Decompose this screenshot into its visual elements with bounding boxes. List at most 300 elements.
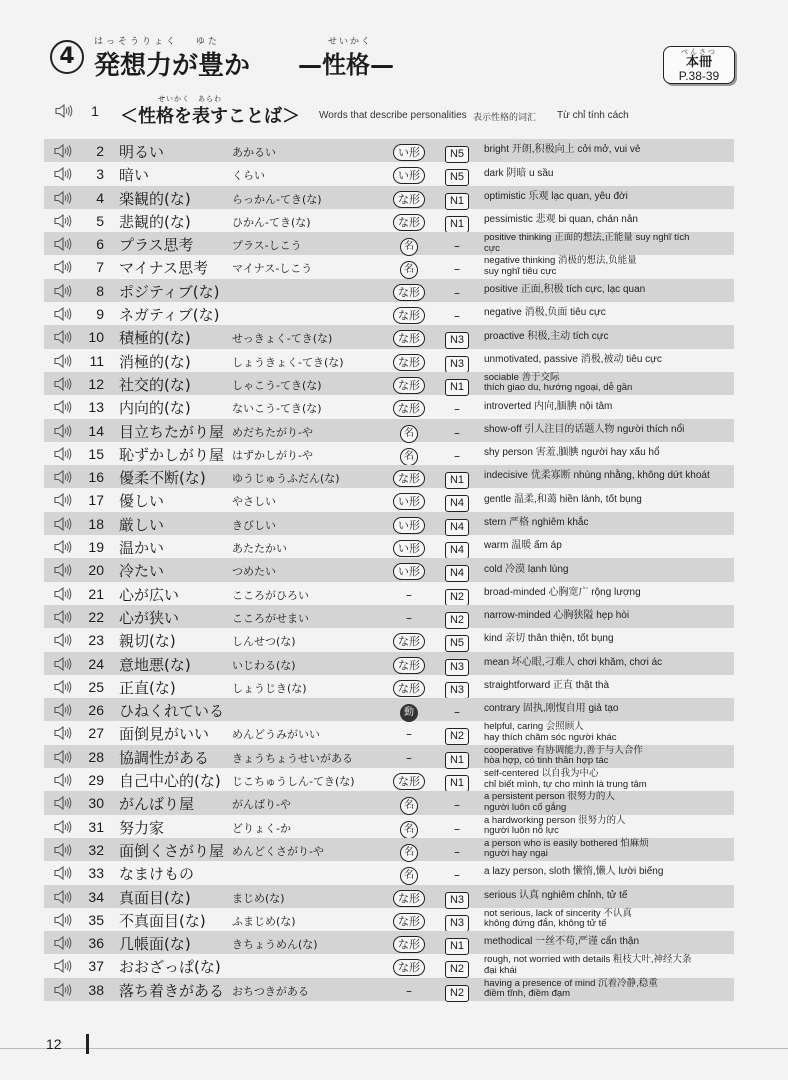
jlpt-level-none: – [454, 798, 460, 813]
jlpt-level [444, 631, 470, 648]
vocab-reading: ゆうじゅうふだん(な) [232, 472, 340, 486]
translations [484, 558, 734, 581]
jlpt-level [444, 258, 470, 275]
vocab-row [44, 954, 734, 977]
translation-line-1: broad-minded 心胸宽广 rộng lượng [484, 586, 641, 598]
lesson-subtitle-block [298, 34, 394, 80]
jlpt-level [444, 678, 470, 695]
vocab-row [44, 349, 734, 372]
jlpt-level-none: – [454, 868, 460, 883]
part-of-speech-badge: 名 [400, 238, 418, 256]
vocab-word: 面倒くさがり屋 [119, 841, 225, 860]
vocab-word: 面倒見がいい [119, 725, 210, 744]
jlpt-level [444, 911, 470, 928]
vocab-number: 13 [88, 399, 104, 416]
vocab-word: 温かい [119, 539, 165, 558]
part-of-speech-badge: 名 [400, 867, 418, 885]
vocab-number: 24 [88, 655, 104, 672]
vocab-number: 28 [88, 748, 104, 765]
vocab-reading: しんせつ(な) [232, 635, 296, 649]
vocab-word: 恥ずかしがり屋 [119, 445, 225, 464]
speaker-icon[interactable] [54, 958, 72, 977]
translation-line-2: cực [484, 242, 500, 254]
translation-line-1: narrow-minded 心胸狭隘 hẹp hòi [484, 610, 630, 622]
vocab-word: 努力家 [119, 818, 165, 837]
speaker-icon[interactable] [54, 236, 72, 255]
vocab-number: 4 [96, 189, 104, 206]
jlpt-level [444, 468, 470, 485]
jlpt-level-badge: N5 [445, 169, 469, 186]
vocab-number: 14 [88, 422, 104, 439]
part-of-speech-none: – [406, 750, 412, 765]
vocab-word: 親切(な) [119, 632, 176, 651]
part-of-speech-badge: 名 [400, 821, 418, 839]
translation-line-1: negative thinking 消极的想法,负能量 [484, 255, 637, 267]
vocab-row [44, 838, 734, 861]
speaker-icon[interactable] [54, 562, 72, 581]
vocab-reading: まじめ(な) [232, 891, 285, 905]
jlpt-level [444, 561, 470, 578]
part-of-speech [393, 700, 425, 719]
vocab-reading: つめたい [232, 565, 276, 579]
speaker-icon[interactable] [54, 656, 72, 675]
jlpt-level [444, 957, 470, 974]
jlpt-level [444, 608, 470, 625]
translations [484, 838, 734, 861]
jlpt-level-badge: N2 [445, 612, 469, 629]
vocab-number: 6 [96, 236, 104, 253]
reference-pages: P.38-39 [678, 69, 720, 83]
vocab-reading: ひかん-てき(な) [232, 215, 311, 229]
vocab-word: がんばり屋 [119, 795, 195, 814]
vocab-word: 悲観的(な) [119, 212, 191, 231]
translation-line-1: methodical 一丝不苟,严谨 cẩn thận [484, 936, 640, 948]
vocab-row [44, 908, 734, 931]
jlpt-level [444, 818, 470, 835]
translation-line-1: a persistent person 很努力的人 [484, 791, 615, 803]
vocab-reading: ふまじめ(な) [232, 914, 296, 928]
lesson-title-furigana: はっそうりょく ゆた [94, 37, 220, 47]
speaker-icon[interactable] [54, 749, 72, 768]
part-of-speech-none: – [406, 983, 412, 998]
speaker-icon[interactable] [54, 679, 72, 698]
vocab-row [44, 395, 734, 418]
jlpt-level-badge: N4 [445, 542, 469, 559]
jlpt-level [444, 328, 470, 345]
speaker-icon[interactable] [54, 889, 72, 908]
vocab-reading: あたたかい [232, 542, 287, 556]
vocab-word: 優柔不断(な) [119, 469, 206, 488]
jlpt-level-badge: N1 [445, 379, 469, 396]
translations [484, 652, 734, 675]
part-of-speech [393, 397, 425, 416]
vocab-number: 12 [88, 375, 104, 392]
vocab-word: 心が狭い [119, 608, 180, 627]
translation-line-1: optimistic 乐观 lạc quan, yêu đời [484, 190, 628, 202]
translations [484, 815, 734, 838]
jlpt-level [444, 305, 470, 322]
vocab-number: 26 [88, 702, 104, 719]
translation-line-1: show-off 引人注目的话题人物 người thích nổi [484, 423, 685, 435]
translation-line-1: positive 正面,积极 tích cực, lạc quan [484, 284, 646, 296]
jlpt-level-badge: N5 [445, 635, 469, 652]
part-of-speech-badge: な形 [393, 959, 425, 976]
vocab-word: 心が広い [119, 585, 180, 604]
part-of-speech-badge: な形 [393, 890, 425, 907]
translations [484, 582, 734, 605]
vocab-row [44, 861, 734, 884]
part-of-speech [393, 654, 425, 673]
translations [484, 325, 734, 348]
speaker-icon[interactable] [54, 819, 72, 838]
jlpt-level-badge: N1 [445, 752, 469, 769]
vocab-word: ポジティブ(な) [119, 282, 220, 301]
speaker-icon[interactable] [54, 329, 72, 348]
speaker-icon[interactable] [54, 376, 72, 395]
vocab-row [44, 558, 734, 581]
footer-divider [0, 1048, 788, 1049]
section-title-vietnamese: Từ chỉ tính cách [557, 110, 629, 121]
vocab-word: なまけもの [119, 865, 195, 884]
vocab-number: 38 [88, 981, 104, 998]
vocab-word: 積極的(な) [119, 329, 191, 348]
vocab-reading: はずかしがり-や [232, 448, 313, 462]
page-number: 12 [46, 1036, 62, 1052]
speaker-icon[interactable] [54, 609, 72, 628]
vocab-number: 32 [88, 841, 104, 858]
page-number-bar [86, 1034, 89, 1054]
translations [484, 512, 734, 535]
translation-line-1: straightforward 正直 thật thà [484, 680, 610, 692]
part-of-speech [393, 281, 425, 300]
jlpt-level-badge: N3 [445, 659, 469, 676]
vocab-number: 19 [88, 539, 104, 556]
part-of-speech [393, 980, 425, 999]
section-title-english: Words that describe personalities [319, 110, 467, 121]
speaker-icon[interactable] [54, 982, 72, 1001]
vocab-reading: めんどくさがり-や [232, 844, 324, 858]
section-title-block [120, 94, 300, 128]
jlpt-level [444, 771, 470, 788]
vocab-number: 35 [88, 911, 104, 928]
jlpt-level [444, 538, 470, 555]
translation-line-1: contrary 固执,刚愎自用 giả tạo [484, 703, 619, 715]
jlpt-level [444, 398, 470, 415]
jlpt-level-badge: N3 [445, 915, 469, 932]
speaker-icon[interactable] [54, 772, 72, 791]
translation-line-1: unmotivated, passive 消极,被动 tiêu cực [484, 353, 662, 365]
part-of-speech [393, 863, 425, 882]
vocab-reading: しょうじき(な) [232, 681, 307, 695]
jlpt-level-none: – [454, 402, 460, 417]
part-of-speech-none: – [406, 610, 412, 625]
part-of-speech [393, 467, 425, 486]
speaker-icon[interactable] [54, 632, 72, 651]
speaker-icon[interactable] [54, 306, 72, 325]
part-of-speech-badge: な形 [393, 354, 425, 371]
vocab-number: 25 [88, 678, 104, 695]
part-of-speech [393, 421, 425, 440]
vocab-row [44, 745, 734, 768]
jlpt-level [444, 934, 470, 951]
vocab-reading: せっきょく-てき(な) [232, 332, 333, 346]
jlpt-level-none: – [454, 448, 460, 463]
vocab-number: 8 [96, 282, 104, 299]
reference-furigana: べんさつ [681, 48, 717, 56]
translation-line-1: warm 温暖 ấm áp [484, 540, 562, 552]
speaker-icon[interactable] [54, 423, 72, 442]
vocab-number: 27 [88, 725, 104, 742]
vocab-reading: いじわる(な) [232, 658, 296, 672]
vocab-row [44, 652, 734, 675]
vocab-reading: きちょうめん(な) [232, 938, 318, 952]
translations [484, 302, 734, 325]
speaker-icon[interactable] [54, 935, 72, 954]
jlpt-level-none: – [454, 425, 460, 440]
vocab-row [44, 535, 734, 558]
translation-line-1: serious 认真 nghiêm chỉnh, tử tế [484, 889, 628, 901]
vocab-word: 意地悪(な) [119, 655, 191, 674]
translations [484, 349, 734, 372]
part-of-speech-badge: い形 [393, 144, 425, 161]
vocab-row [44, 605, 734, 628]
part-of-speech [393, 793, 425, 812]
section-title-furigana: せいかく あらわ [158, 95, 222, 103]
vocab-row [44, 791, 734, 814]
translations [484, 372, 734, 395]
jlpt-level-none: – [454, 705, 460, 720]
vocab-word: 内向的(な) [119, 399, 191, 418]
translations [484, 791, 734, 814]
part-of-speech-badge: な形 [393, 657, 425, 674]
vocab-row [44, 162, 734, 185]
vocab-row [44, 255, 734, 278]
translation-line-1: not serious, lack of sincerity 不认真 [484, 907, 632, 919]
jlpt-level [444, 282, 470, 299]
vocab-number: 23 [88, 632, 104, 649]
jlpt-level [444, 165, 470, 182]
vocab-number: 31 [88, 818, 104, 835]
speaker-icon[interactable] [54, 725, 72, 744]
vocab-reading: マイナス-しこう [232, 262, 313, 276]
part-of-speech-badge: い形 [393, 563, 425, 580]
vocab-reading: おちつきがある [232, 984, 309, 998]
part-of-speech-badge: 名 [400, 261, 418, 279]
speaker-icon[interactable] [54, 586, 72, 605]
translations [484, 209, 734, 232]
vocab-number: 3 [96, 166, 104, 183]
translation-line-1: gentle 温柔,和蔼 hiền lành, tốt bụng [484, 493, 642, 505]
speaker-icon[interactable] [54, 795, 72, 814]
speaker-icon[interactable] [54, 259, 72, 278]
part-of-speech [393, 607, 425, 626]
translation-line-1: having a presence of mind 沉着冷静,稳重 [484, 977, 658, 989]
jlpt-level [444, 515, 470, 532]
jlpt-level-none: – [454, 309, 460, 324]
vocab-number: 7 [96, 259, 104, 276]
part-of-speech [393, 351, 425, 370]
vocab-number: 11 [89, 352, 104, 369]
part-of-speech [393, 188, 425, 207]
section-number: 1 [91, 103, 99, 119]
jlpt-level-none: – [454, 239, 460, 254]
vocab-reading: めんどうみがいい [232, 728, 320, 742]
part-of-speech-badge: な形 [393, 773, 425, 790]
vocab-word: 正直(な) [119, 678, 176, 697]
vocab-row [44, 512, 734, 535]
speaker-icon[interactable] [54, 539, 72, 558]
vocab-word: ネガティブ(な) [119, 306, 220, 325]
translations [484, 628, 734, 651]
translations [484, 978, 734, 1001]
vocab-row [44, 582, 734, 605]
vocab-reading: ないこう-てき(な) [232, 402, 322, 416]
jlpt-level-badge: N1 [445, 472, 469, 489]
vocab-number: 10 [88, 329, 104, 346]
translation-line-1: rough, not worried with details 粗枝大叶,神经大条 [484, 954, 692, 966]
jlpt-level [444, 212, 470, 229]
vocab-reading: じこちゅうしん-てき(な) [232, 775, 355, 789]
vocab-reading: あかるい [232, 146, 276, 159]
part-of-speech-badge: な形 [393, 191, 425, 208]
vocab-row [44, 302, 734, 325]
part-of-speech-badge: な形 [393, 214, 425, 231]
vocab-reading: やさしい [232, 495, 276, 509]
part-of-speech [393, 444, 425, 463]
part-of-speech [393, 630, 425, 649]
jlpt-level-badge: N1 [445, 938, 469, 955]
part-of-speech-badge: な形 [393, 633, 425, 650]
translation-line-1: stern 严格 nghiêm khắc [484, 517, 589, 528]
jlpt-level [444, 375, 470, 392]
speaker-icon[interactable] [54, 492, 72, 511]
vocab-number: 9 [96, 306, 104, 323]
translations [484, 279, 734, 302]
part-of-speech [393, 537, 425, 556]
speaker-icon[interactable] [54, 143, 72, 162]
part-of-speech [393, 723, 425, 742]
jlpt-level [444, 888, 470, 905]
jlpt-level [444, 655, 470, 672]
translation-line-2: người luôn cố gắng [484, 801, 567, 813]
translations [484, 162, 734, 185]
lesson-title-block [94, 34, 250, 82]
part-of-speech-badge: な形 [393, 936, 425, 953]
vocab-word: 楽観的(な) [119, 189, 191, 208]
translations [484, 419, 734, 442]
speaker-icon[interactable] [54, 213, 72, 232]
jlpt-level [444, 235, 470, 252]
translation-line-1: a hardworking person 很努力的人 [484, 814, 626, 826]
vocab-reading: どりょく-か [232, 821, 291, 835]
part-of-speech-badge: な形 [393, 470, 425, 487]
vocab-row [44, 442, 734, 465]
speaker-icon[interactable] [54, 865, 72, 884]
jlpt-level [444, 794, 470, 811]
vocab-number: 5 [96, 212, 104, 229]
vocab-reading: こころがせまい [232, 611, 309, 625]
speaker-icon[interactable] [55, 103, 73, 122]
jlpt-level [444, 445, 470, 462]
speaker-icon[interactable] [54, 516, 72, 535]
vocab-reading: くらい [232, 169, 265, 183]
jlpt-level-badge: N3 [445, 892, 469, 909]
vocab-word: ひねくれている [119, 702, 225, 721]
part-of-speech [393, 234, 425, 253]
speaker-icon[interactable] [54, 446, 72, 465]
jlpt-level-badge: N1 [445, 193, 469, 210]
translations [484, 675, 734, 698]
part-of-speech-none: – [406, 587, 412, 602]
speaker-icon[interactable] [54, 166, 72, 185]
translation-line-1: cooperative 有协调能力,善于与人合作 [484, 744, 643, 756]
part-of-speech [393, 490, 425, 509]
speaker-icon[interactable] [54, 353, 72, 372]
translation-line-1: sociable 善于交际 [484, 371, 560, 383]
vocab-word: 冷たい [119, 562, 165, 581]
translations [484, 698, 734, 721]
part-of-speech-badge: な形 [393, 913, 425, 930]
part-of-speech [393, 840, 425, 859]
part-of-speech [393, 584, 425, 603]
vocab-number: 36 [88, 935, 104, 952]
translation-line-1: a lazy person, sloth 懒惰,懒人 lười biếng [484, 866, 664, 878]
translation-line-1: negative 消极,负面 tiêu cực [484, 307, 606, 319]
vocab-row [44, 488, 734, 511]
jlpt-level [444, 189, 470, 206]
translations [484, 139, 734, 162]
part-of-speech-badge: な形 [393, 330, 425, 347]
speaker-icon[interactable] [54, 399, 72, 418]
speaker-icon[interactable] [54, 702, 72, 721]
translation-line-1: helpful, caring 会照顾人 [484, 721, 584, 733]
speaker-icon[interactable] [54, 842, 72, 861]
translations [484, 768, 734, 791]
part-of-speech [393, 747, 425, 766]
vocab-row [44, 139, 734, 162]
reference-label: 本冊 [685, 55, 712, 70]
translation-line-1: positive thinking 正面的想法,正能量 suy nghĩ tích [484, 232, 690, 244]
jlpt-level-badge: N2 [445, 961, 469, 978]
jlpt-level-badge: N1 [445, 775, 469, 792]
translations [484, 488, 734, 511]
speaker-icon[interactable] [54, 912, 72, 931]
vocab-row [44, 232, 734, 255]
translation-line-2: thích giao du, hướng ngoại, dễ gần [484, 382, 633, 394]
part-of-speech [393, 887, 425, 906]
vocab-row [44, 279, 734, 302]
jlpt-level-badge: N3 [445, 356, 469, 373]
speaker-icon[interactable] [54, 469, 72, 488]
part-of-speech [393, 770, 425, 789]
translations [484, 232, 734, 255]
part-of-speech-badge: な形 [393, 377, 425, 394]
part-of-speech-badge: 名 [400, 425, 418, 443]
part-of-speech [393, 141, 425, 160]
speaker-icon[interactable] [54, 190, 72, 209]
speaker-icon[interactable] [54, 283, 72, 302]
vocab-word: 消極的(な) [119, 352, 191, 371]
vocab-word: 暗い [119, 166, 150, 185]
vocab-word: マイナス思考 [119, 259, 209, 278]
translations [484, 395, 734, 418]
vocab-reading: がんばり-や [232, 798, 291, 812]
translation-line-2: người luôn nỗ lực [484, 825, 559, 837]
vocab-reading: プラス-しこう [232, 239, 302, 253]
translation-line-2: suy nghĩ tiêu cực [484, 265, 557, 277]
jlpt-level [444, 841, 470, 858]
vocab-number: 29 [88, 772, 104, 789]
